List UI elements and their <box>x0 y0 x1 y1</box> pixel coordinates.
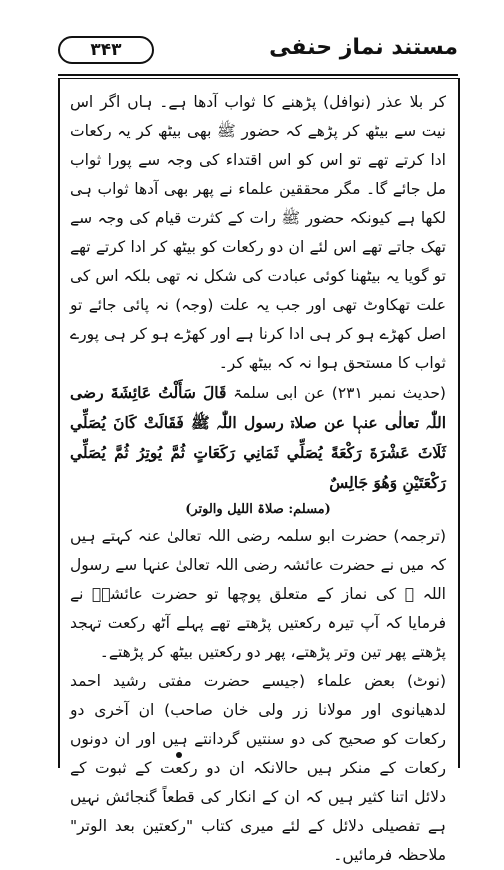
page-number: ۳۴۳ <box>58 36 154 64</box>
hadith-label: (حدیث نمبر ۲۳۱) <box>331 384 446 402</box>
translation-paragraph: (ترجمہ) حضرت ابو سلمہ رضی اللہ تعالیٰ عنہ کہتے ہیں کہ میں نے حضرت عائشہ رضی اللہ تعالیٰ عنہا سے رسول اللہ ﷺ کی نماز کے متعلق پوچھا تو حضرت عائشہؓ نے فرمایا کہ آپ تیرہ رکعتیں پڑھتے تھے پہلے آٹھ رکعت تہجد پڑھتے پھر تین وتر پڑھتے، پھر دو رکعتیں بیٹھ کر پڑھتے۔ <box>70 527 446 661</box>
page-body <box>70 88 446 870</box>
running-title: مستند نماز حنفی <box>269 35 458 60</box>
page-header <box>58 28 458 74</box>
hadith-lead: عن ابی سلمۃ <box>233 384 326 402</box>
paragraph-intro: کر بلا عذر (نوافل) پڑھنے کا ثواب آدھا ہے۔ ہاں اگر اس نیت سے بیٹھ کر پڑھے کہ حضور ﷺ بھی بیٹھ کر یہ رکعات ادا کرتے تھے تو اس کو اس اقتداء کی وجہ سے پورا ثواب مل جائے گا۔ مگر محققین علماء نے پھر بھی آدھا ثواب ہی لکھا ہے کیونکہ حضور ﷺ رات کے کثرت قیام کی وجہ سے تھک جاتے تھے اس لئے ان دو رکعات کو بیٹھ کر ادا کرتے تھے تو گویا یہ بیٹھنا کوئی عبادت کی شکل نہ تھی بلکہ اس کی علت تھکاوٹ تھی اور جب یہ علت (وجہ) نہ پائی جائے تو اصل کھڑے ہو کر ہی ادا کرنا ہے اور کھڑے ہو کر ہی پورے ثواب کا مستحق ہوا نہ کہ بیٹھ کر۔ <box>70 93 446 372</box>
header-rule <box>58 74 458 76</box>
hadith-reference: (مسلم: صلاۃ اللیل والوتر) <box>185 502 331 517</box>
note-paragraph: (نوٹ) بعض علماء (جیسے حضرت مفتی رشید احمد لدھیانوی اور مولانا زر ولی خان صاحب) ان آخری دو رکعات کو صحیح کی دو سنتیں گردانتے ہیں اور ان دونوں رکعات کے منکر ہیں حالانکہ ان دو رکعت کے ثبوت کے دلائل اتنا کثیر ہیں کہ ان کے انکار کی قطعاً گنجائش نہیں ہے تفصیلی دلائل کے لئے میری کتاب "رکعتین بعد الوتر" ملاحظہ فرمائیں۔ <box>70 672 446 864</box>
hadith-arabic: قَالَ سَأَلْتُ عَائِشَةَ رضی اللّٰہ تعالٰی عنہا عن صلاۃ رسول اللّٰہ ﷺ فَقَالَتْ كَانَ يُصَلِّي ثَلَاثَ عَشْرَةَ رَكْعَةً يُصَلِّي ثَمَانِي رَكَعَاتٍ ثُمَّ يُوتِرُ ثُمَّ يُصَلِّي رَكْعَتَيْنِ وَهُوَ جَالِسٌ <box>70 383 446 492</box>
hadith-block <box>70 378 446 498</box>
footer-dot <box>176 752 182 758</box>
